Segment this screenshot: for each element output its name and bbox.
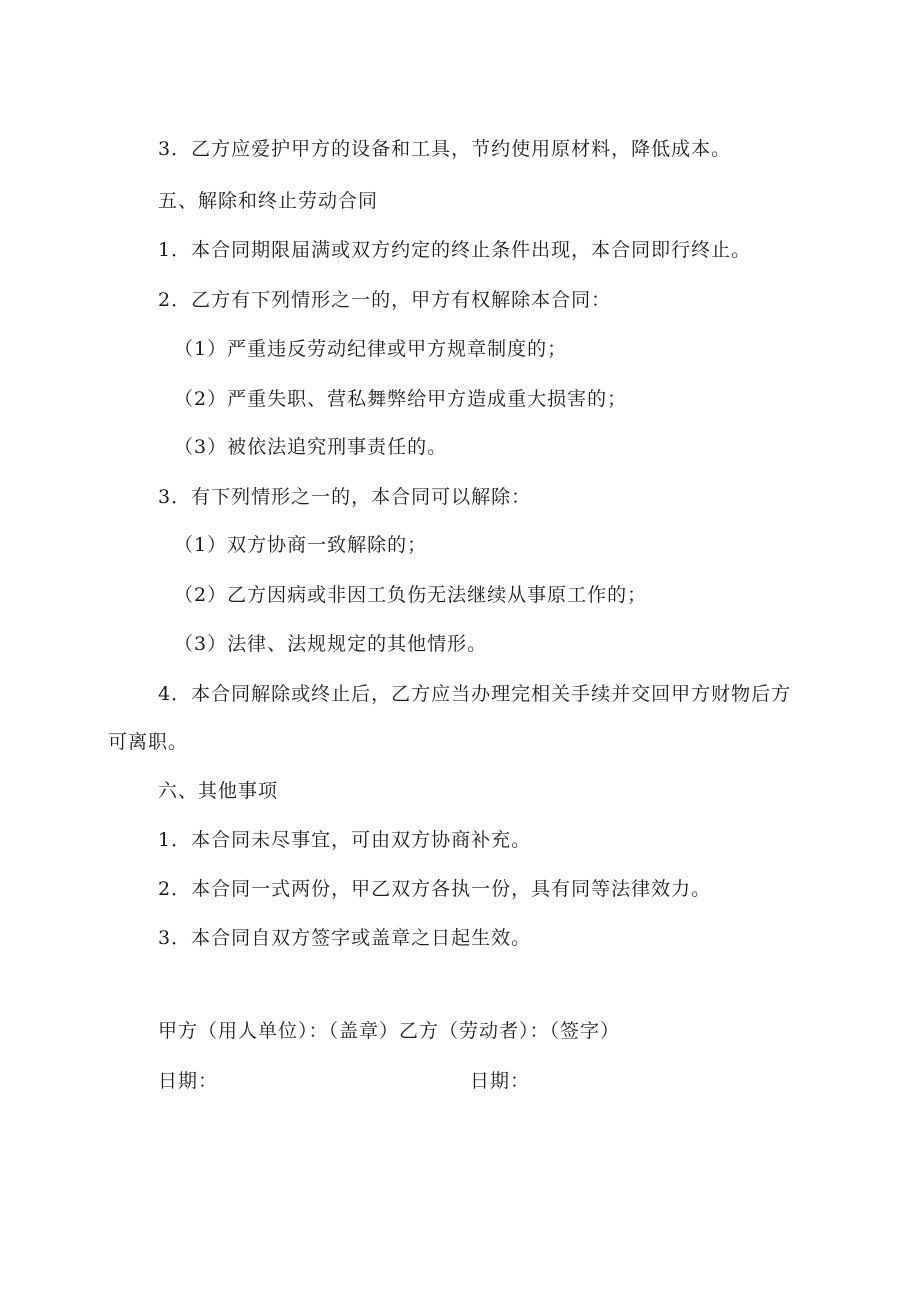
clause-6-1: 1．本合同未尽事宜，可由双方协商补充。 xyxy=(158,829,532,851)
clause-5-2-item-3: （3）被依法追究刑事责任的。 xyxy=(174,436,448,458)
clause-5-2: 2．乙方有下列情形之一的，甲方有权解除本合同： xyxy=(158,289,612,311)
clause-5-2-item-1: （1）严重违反劳动纪律或甲方规章制度的； xyxy=(174,338,568,360)
clause-5-3: 3．乙方应爱护甲方的设备和工具，节约使用原材料，降低成本。 xyxy=(158,138,732,160)
clause-5-3b: 3．有下列情形之一的，本合同可以解除： xyxy=(158,486,532,508)
clause-5-4: 4．本合同解除或终止后，乙方应当办理完相关手续并交回甲方财物后方 xyxy=(158,683,792,705)
signature-line: 甲方（用人单位）：（盖章）乙方（劳动者）：（签字） xyxy=(158,1020,621,1042)
clause-5-2-item-2: （2）严重失职、营私舞弊给甲方造成重大损害的； xyxy=(174,388,628,410)
clause-5-1: 1．本合同期限届满或双方约定的终止条件出现，本合同即行终止。 xyxy=(158,239,752,261)
clause-5-3-item-1: （1）双方协商一致解除的； xyxy=(174,534,428,556)
section-heading-6: 六、其他事项 xyxy=(158,780,279,802)
clause-5-4-continued: 可离职。 xyxy=(108,731,189,753)
date-label-party-b: 日期： xyxy=(470,1070,531,1092)
section-heading-5: 五、解除和终止劳动合同 xyxy=(158,190,379,212)
clause-6-2: 2．本合同一式两份，甲乙双方各执一份，具有同等法律效力。 xyxy=(158,878,712,900)
date-label-party-a: 日期： xyxy=(158,1070,219,1092)
clause-6-3: 3．本合同自双方签字或盖章之日起生效。 xyxy=(158,927,532,949)
clause-5-3-item-2: （2）乙方因病或非因工负伤无法继续从事原工作的； xyxy=(174,584,648,606)
clause-5-3-item-3: （3）法律、法规规定的其他情形。 xyxy=(174,633,488,655)
